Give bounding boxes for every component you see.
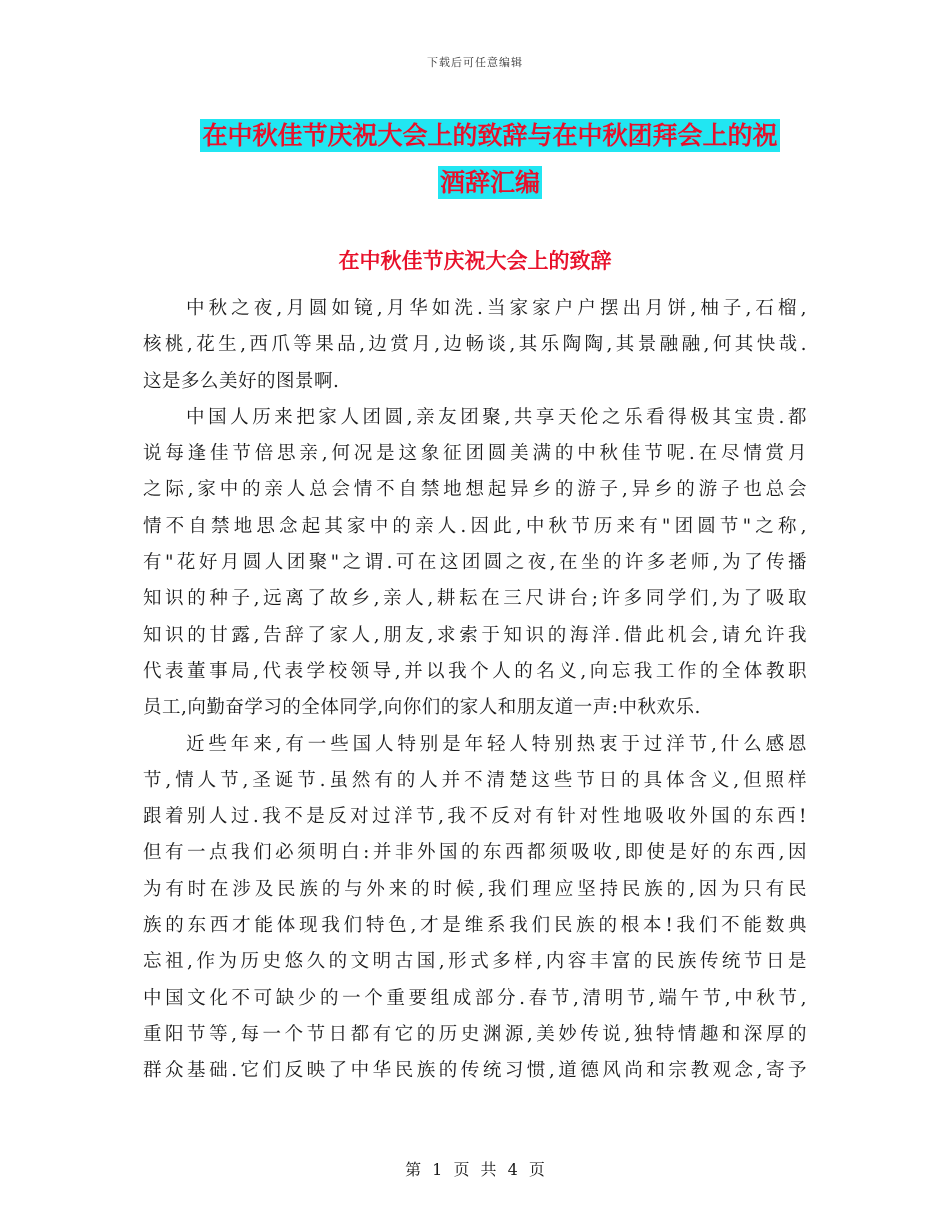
document-title [140, 112, 840, 206]
body-line: 中国人历来把家人团圆,亲友团聚,共享天伦之乐看得极其宝贵.都 [186, 406, 807, 428]
body-line: 之际,家中的亲人总会情不自禁地想起异乡的游子,异乡的游子也总会 [143, 479, 807, 501]
body-line: 知识的甘露,告辞了家人,朋友,求索于知识的海洋.借此机会,请允许我 [143, 624, 807, 646]
page-number-footer: 第 1 页 共 4 页 [405, 1160, 545, 1179]
body-line: 有"花好月圆人团聚"之谓.可在这团圆之夜,在坐的许多老师,为了传播 [143, 552, 807, 574]
section-title: 在中秋佳节庆祝大会上的致辞 [338, 249, 612, 273]
body-line: 族的东西才能体现我们特色,才是维系我们民族的根本!我们不能数典 [143, 915, 807, 937]
body-line: 跟着别人过.我不是反对过洋节,我不反对有针对性地吸收外国的东西! [143, 806, 807, 828]
body-line: 代表董事局,代表学校领导,并以我个人的名义,向忘我工作的全体教职 [143, 660, 807, 682]
document-title-line-2: 酒辞汇编 [439, 168, 540, 197]
body-line: 中国文化不可缺少的一个重要组成部分.春节,清明节,端午节,中秋节, [143, 987, 807, 1009]
body-line: 核桃,花生,西爪等果品,边赏月,边畅谈,其乐陶陶,其景融融,何其快哉. [143, 334, 807, 356]
body-line: 重阳节等,每一个节日都有它的历史渊源,美妙传说,独特情趣和深厚的 [143, 1023, 807, 1045]
body-line: 近些年来,有一些国人特别是年轻人特别热衷于过洋节,什么感恩 [186, 733, 807, 755]
document-title-line-1: 在中秋佳节庆祝大会上的致辞与在中秋团拜会上的祝 [202, 121, 778, 150]
body-line: 忘祖,作为历史悠久的文明古国,形式多样,内容丰富的民族传统节日是 [143, 951, 807, 973]
body-line: 这是多么美好的图景啊. [143, 370, 340, 392]
body-line: 情不自禁地思念起其家中的亲人.因此,中秋节历来有"团圆节"之称, [143, 515, 807, 537]
body-line: 为有时在涉及民族的与外来的时候,我们理应坚持民族的,因为只有民 [143, 878, 807, 900]
body-line: 说每逢佳节倍思亲,何况是这象征团圆美满的中秋佳节呢.在尽情赏月 [143, 443, 807, 465]
body-line: 员工,向勤奋学习的全体同学,向你们的家人和朋友道一声:中秋欢乐. [143, 697, 701, 719]
body-text [143, 291, 807, 1090]
body-line: 群众基础.它们反映了中华民族的传统习惯,道德风尚和宗教观念,寄予 [143, 1060, 807, 1082]
body-line: 但有一点我们必须明白:并非外国的东西都须吸收,即使是好的东西,因 [143, 842, 807, 864]
body-line: 知识的种子,远离了故乡,亲人,耕耘在三尺讲台;许多同学们,为了吸取 [143, 588, 807, 610]
body-line: 中秋之夜,月圆如镜,月华如洗.当家家户户摆出月饼,柚子,石榴, [186, 298, 807, 319]
body-line: 节,情人节,圣诞节.虽然有的人并不清楚这些节日的具体含义,但照样 [143, 769, 807, 791]
page-header-note: 下载后可任意编辑 [427, 56, 523, 69]
